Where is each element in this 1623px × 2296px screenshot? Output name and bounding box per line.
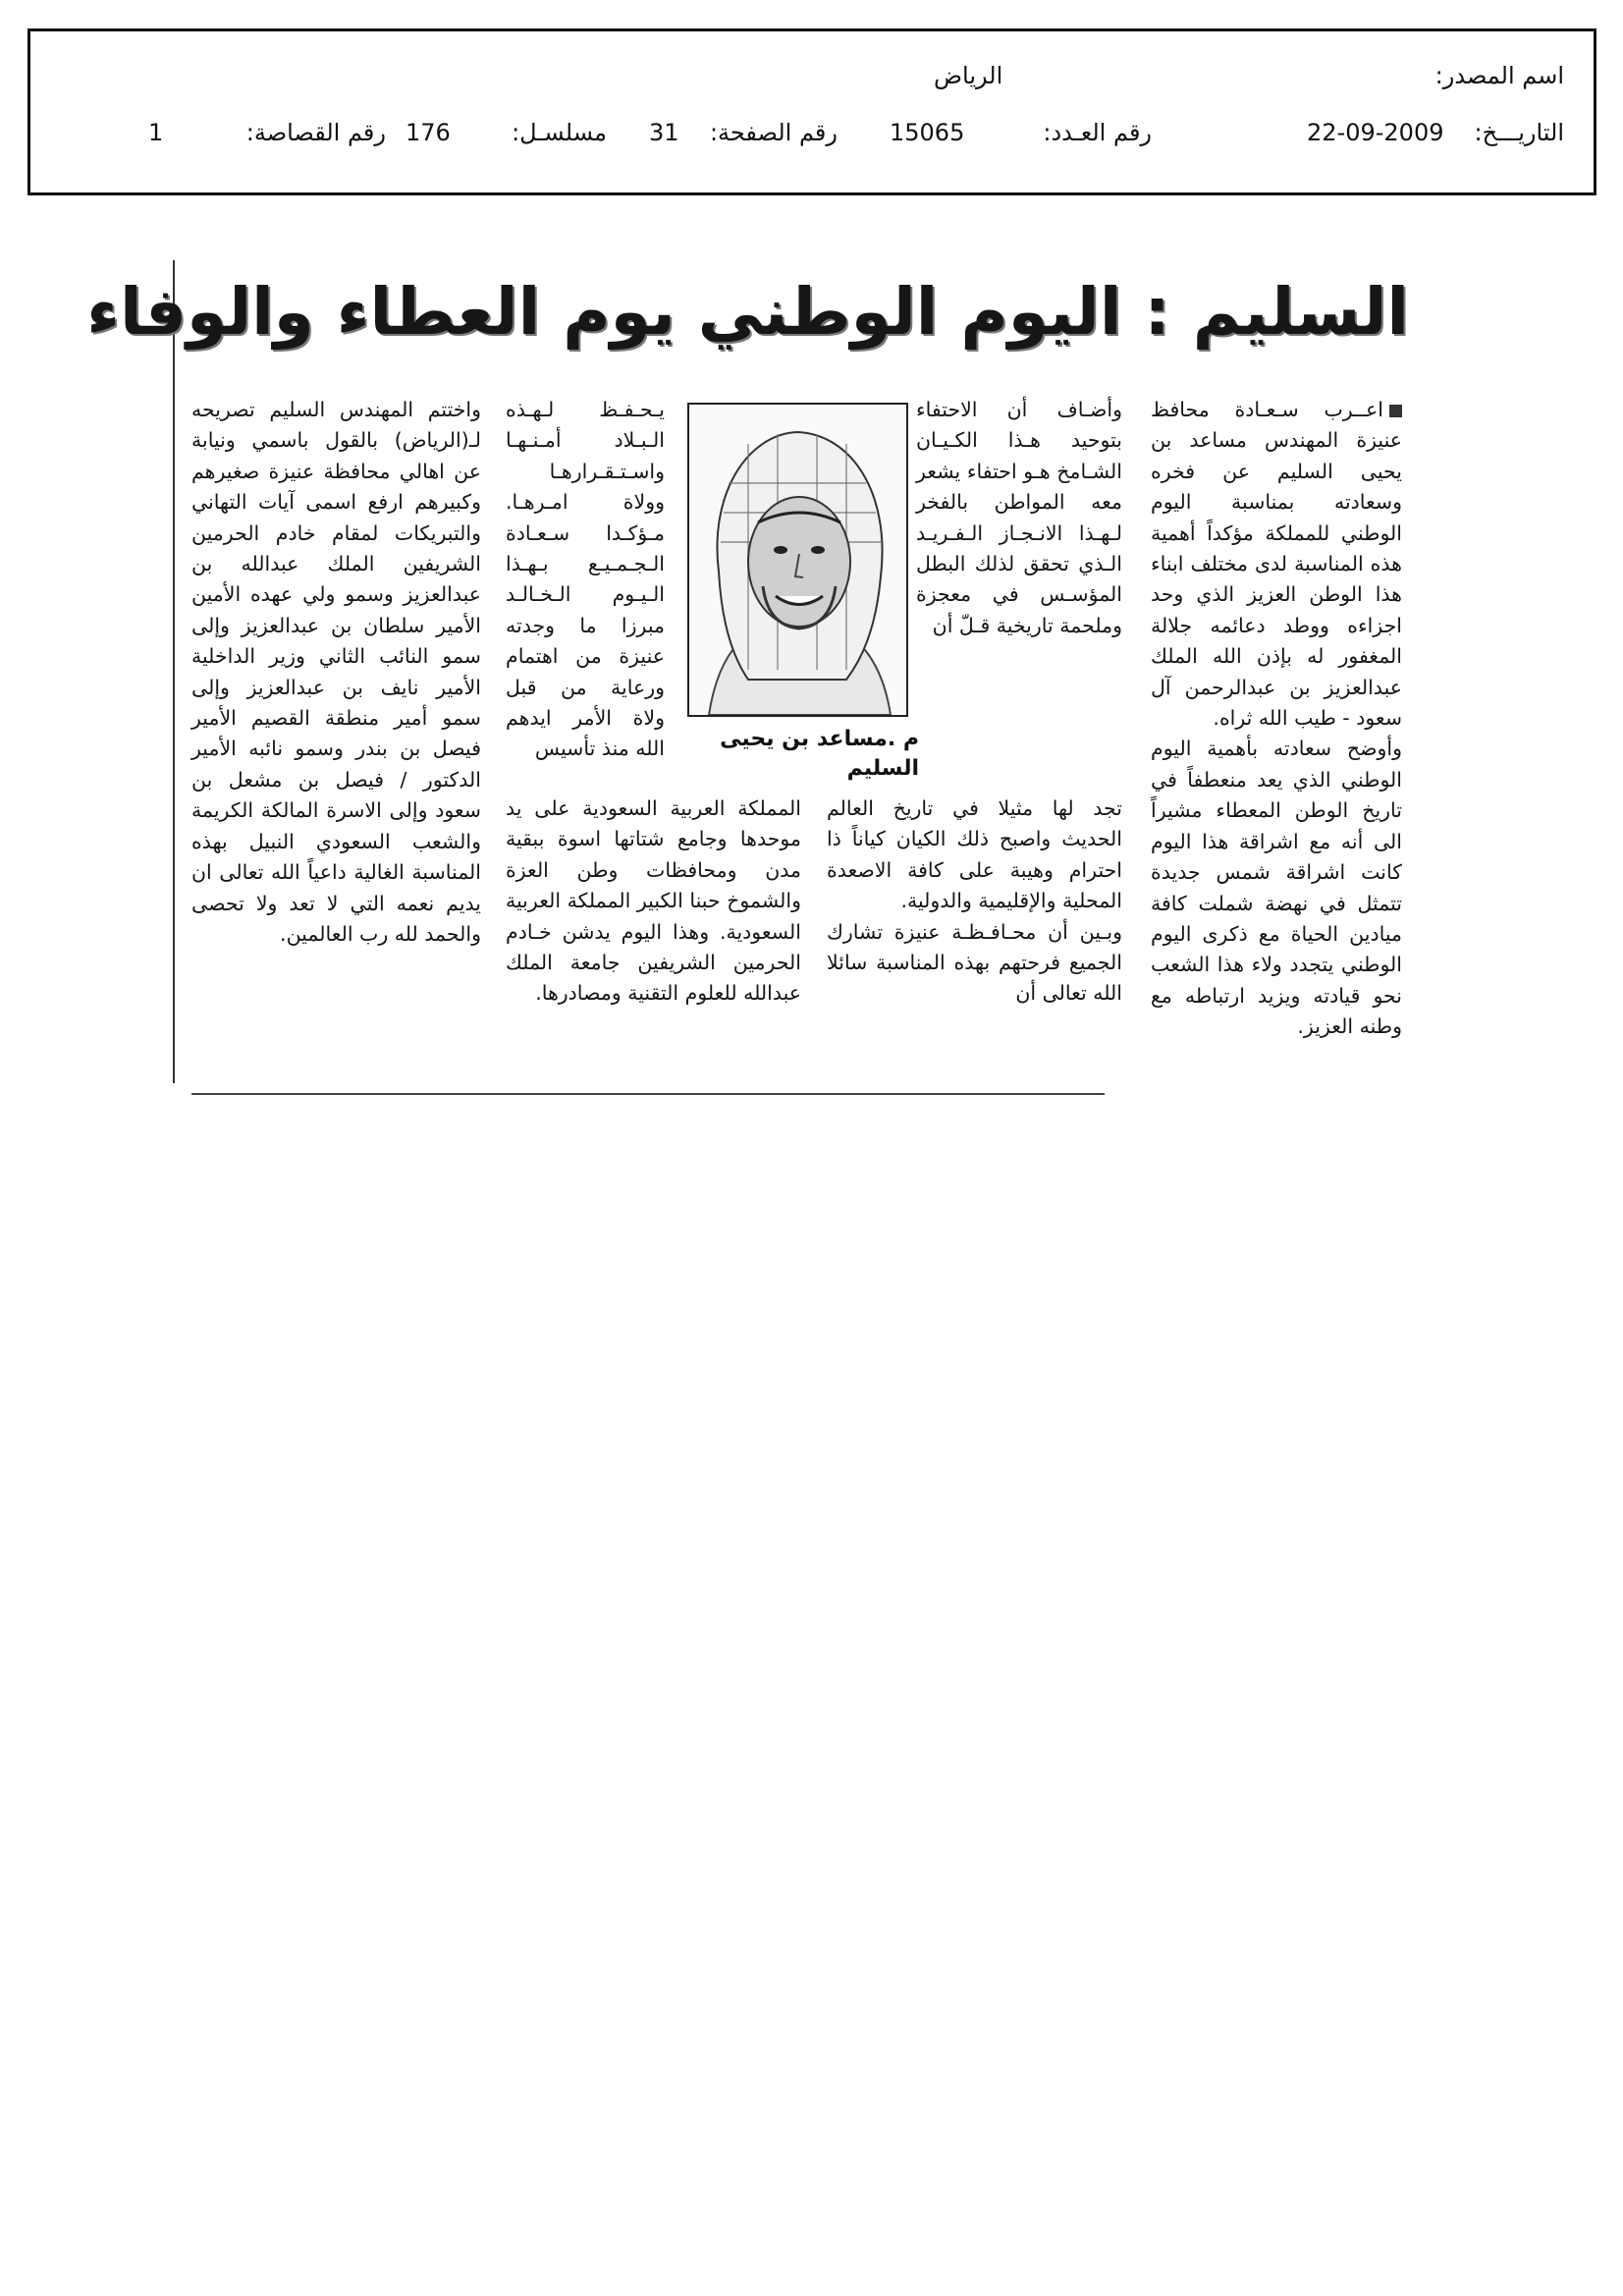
photo-caption: م .مساعد بن يحيى السليم (720, 727, 919, 781)
paragraph: وأضـاف أن الاحتفاء بتوحيد هـذا الكـيـان الشـامخ هـو احتفاء يشعر معه المواطن بالفخر لـهـذا الانـجـاز الـفـريـد الـذي تحقق لذلك البطل المؤسـس في معجزة وملحمة تاريخية قـلّ أن (916, 398, 1122, 637)
source-value: الرياض (934, 62, 1003, 89)
clip-value: 1 (148, 119, 164, 146)
paragraph: تجد لها مثيلا في تاريخ العالم الحديث واصبح ذلك الكيان كياناً ذا احترام وهيبة على كافة الاصعدة المحلية والإقليمية والدولية. (827, 796, 1122, 913)
article-column-1 (1151, 395, 1402, 1043)
serial-value: 176 (406, 119, 451, 146)
clip-label: رقم القصاصة: (245, 119, 386, 146)
clipping-left-rule (173, 260, 175, 1083)
article-column-3-continued (506, 793, 801, 1010)
article-column-2 (916, 395, 1122, 641)
date-value: 22-09-2009 (1307, 119, 1444, 146)
article-column-3 (506, 395, 665, 765)
paragraph: يـحـفـظ لـهـذه الـبـلاد أمـنـهـا واسـتـقـرارهـا وولاة امـرهـا. مـؤكـدا سـعـادة الـجـمـيـع بـهـذا الـيـوم الـخـالـد مبرزا ما وجدته عنيزة من اهتمام ورعاية من قبل ولاة الأمر ايدهم الله منذ تأسيس (506, 398, 665, 761)
paragraph: المملكة العربية السعودية على يد موحدها وجامع شتاتها اسوة ببقية مدن ومحافظات وطن العزة والشموخ حبنا الكبير المملكة العربية السعودية. وهذا اليوم يدشن خـادم الحرمين الشريفين جامعة الملك عبدالله للعلوم التقنية ومصادرها. (506, 796, 801, 1006)
paragraph: واختتم المهندس السليم تصريحه لـ(الرياض) بالقول باسمي ونيابة عن اهالي محافظة عنيزة صغيرهم وكبيرهم ارفع اسمى آيات التهاني والتبريكات لمقام خادم الحرمين الشريفين الملك عبدالله بن عبدالعزيز وسمو ولي عهده الأمين الأمير سلطان بن عبدالعزيز وإلى سمو النائب الثاني وزير الداخلية الأمير نايف بن عبدالعزيز وإلى سمو أمير منطقة القصيم الأمير فيصل بن بندر وسمو نائبه الأمير الدكتور / فيصل بن مشعل بن سعود وإلى الاسرة المالكة الكريمة والشعب السعودي النبيل بهذه المناسبة الغالية داعياً الله تعالى ان يديم نعمه التي لا تعد ولا تحصى والحمد لله رب العالمين. (191, 398, 481, 946)
bullet-square-icon (1389, 405, 1402, 417)
article-headline: السليم : اليوم الوطني يوم العطاء والوفاء (86, 274, 1409, 350)
date-label: التاريـــخ: (1474, 119, 1564, 146)
issue-label: رقم العـدد: (1043, 119, 1152, 146)
issue-value: 15065 (890, 119, 965, 146)
page-label: رقم الصفحة: (709, 119, 838, 146)
serial-label: مسلسـل: (512, 119, 607, 146)
paragraph: وأوضح سعادته بأهمية اليوم الوطني الذي يعد منعطفاً في تاريخ الوطن المعطاء مشيراً الى أنه مع اشراقة هذا اليوم كانت اشراقة شمس جديدة تتمثل في نهضة شملت كافة ميادين الحياة مع ذكرى اليوم الوطني يتجدد ولاء هذا الشعب نحو قيادته ويزيد ارتباطه مع وطنه العزيز. (1151, 737, 1402, 1039)
paragraph: وبـين أن محـافـظـة عنيزة تشارك الجميع فرحتهم بهذه المناسبة سائلا الله تعالى أن (827, 919, 1122, 1006)
page-value: 31 (649, 119, 679, 146)
clipping-header-box (27, 28, 1596, 195)
article-column-2-continued (827, 793, 1122, 1010)
article-column-4 (191, 395, 481, 950)
portrait-photo (687, 403, 908, 717)
paragraph: اعــرب سـعـادة محافظ عنيزة المهندس مساعد بن يحيى السليم عن فخره وسعادته بمناسبة اليوم الوطني للمملكة مؤكداً أهمية هذه المناسبة لدى مختلف ابناء هذا الوطن العزيز الذي وحد اجزاءه ووطد دعائمه جلالة المغفور له بإذن الله الملك عبدالعزيز بن عبدالرحمن آل سعود - طيب الله ثراه. (1151, 398, 1402, 731)
source-label: اسم المصدر: (1434, 62, 1564, 89)
clipping-bottom-rule (191, 1093, 1105, 1095)
portrait-image-icon (689, 405, 906, 715)
